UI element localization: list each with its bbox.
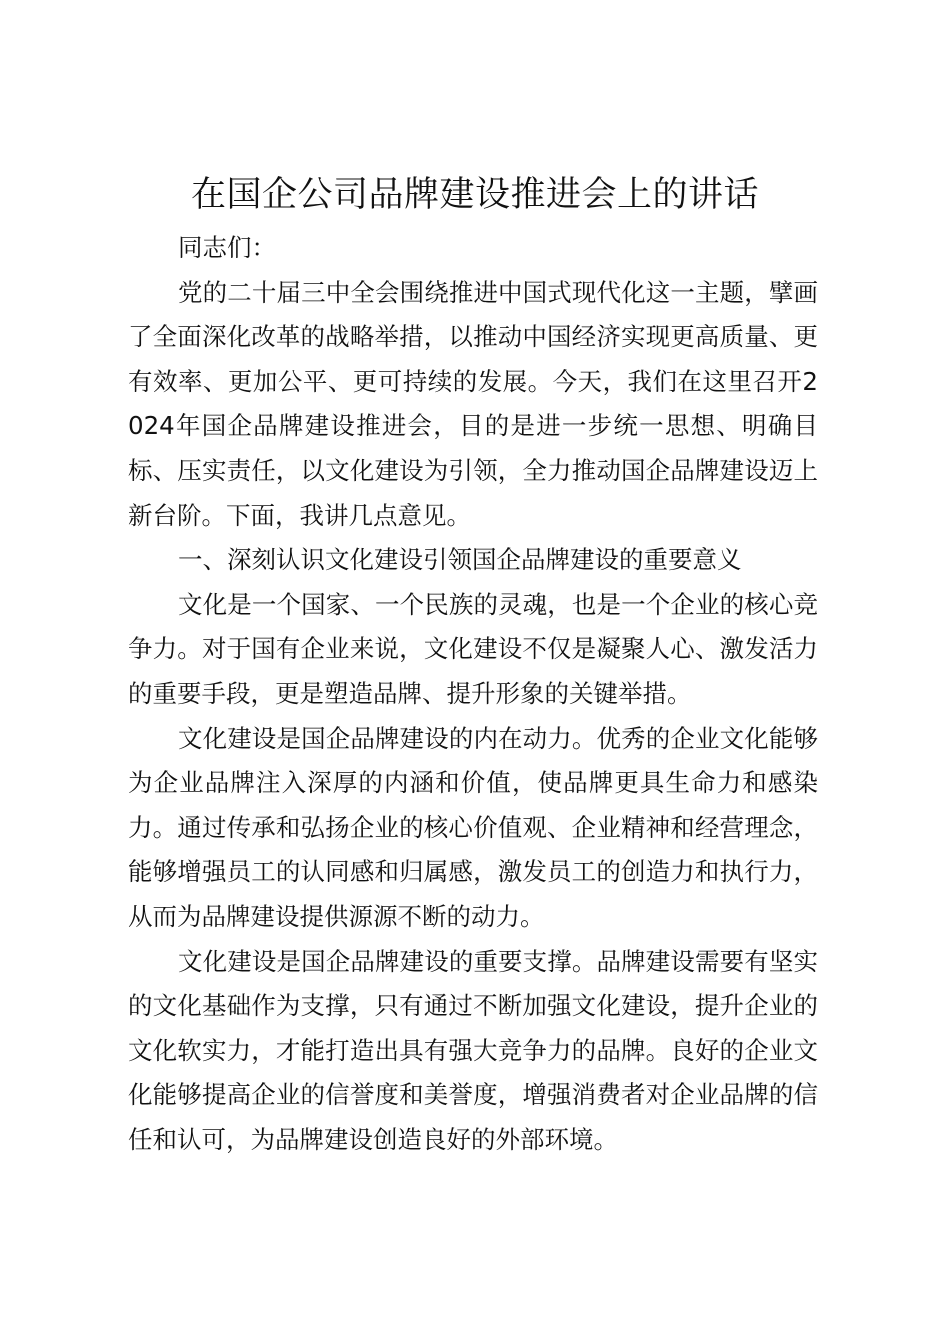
- section-heading: 一、深刻认识文化建设引领国企品牌建设的重要意义: [178, 545, 742, 575]
- salutation: 同志们：: [178, 233, 276, 262]
- document-body: [128, 226, 818, 1162]
- document-title: 在国企公司品牌建设推进会上的讲话: [190, 175, 759, 215]
- section-paragraph-3: 文化建设是国企品牌建设的重要支撑。品牌建设需要有坚实的文化基础作为支撑，只有通过不断加强文化建设，提升企业的文化软实力，才能打造出具有强大竞争力的品牌。良好的企业文化能够提高企业的信誉度和美誉度，增强消费者对企业品牌的信任和认可，为品牌建设创造良好的外部环境。: [128, 946, 818, 1154]
- section-paragraph-1: 文化是一个国家、一个民族的灵魂，也是一个企业的核心竞争力。对于国有企业来说，文化建设不仅是凝聚人心、激发活力的重要手段，更是塑造品牌、提升形象的关键举措。: [128, 589, 818, 708]
- section-paragraph-2: 文化建设是国企品牌建设的内在动力。优秀的企业文化能够为企业品牌注入深厚的内涵和价值，使品牌更具生命力和感染力。通过传承和弘扬企业的核心价值观、企业精神和经营理念，能够增强员工的认同感和归属感，激发员工的创造力和执行力，从而为品牌建设提供源源不断的动力。: [128, 723, 818, 931]
- intro-paragraph: 党的二十届三中全会围绕推进中国式现代化这一主题，擘画了全面深化改革的战略举措，以推动中国经济实现更高质量、更有效率、更加公平、更可持续的发展。今天，我们在这里召开2024年国企品牌建设推进会，目的是进一步统一思想、明确目标、压实责任，以文化建设为引领，全力推动国企品牌建设迈上新台阶。下面，我讲几点意见。: [128, 277, 818, 530]
